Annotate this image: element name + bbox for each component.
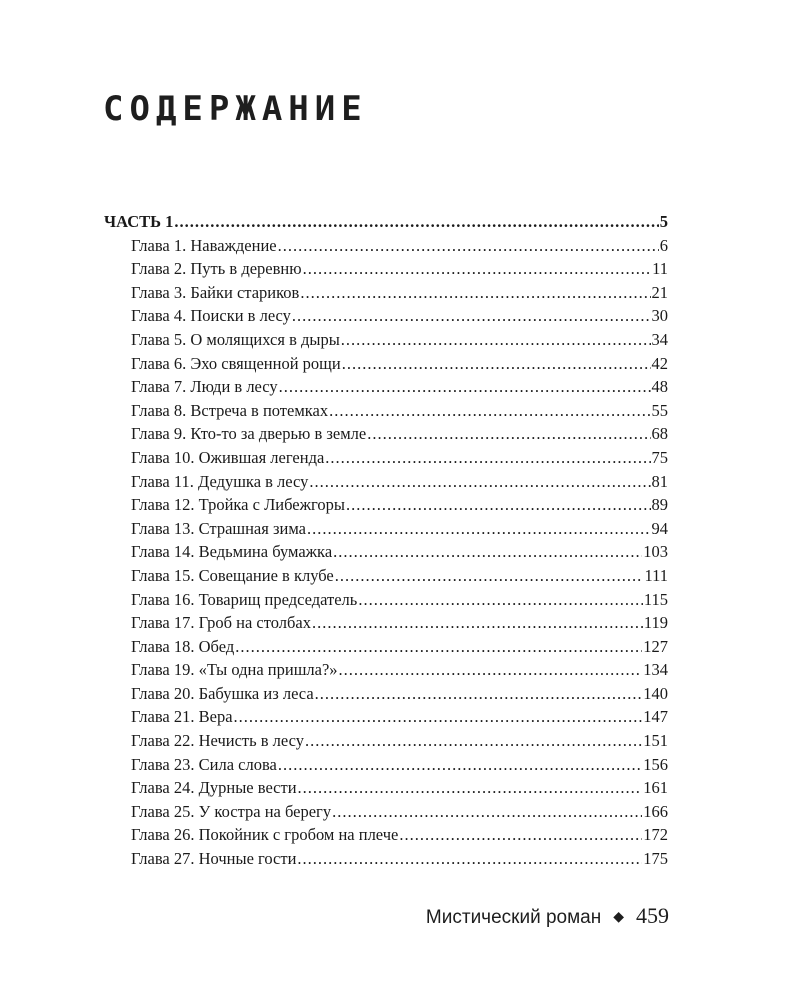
toc-entry-title: Глава 14. Ведьмина бумажка — [131, 542, 333, 562]
toc-entry-title: Глава 27. Ночные гости — [131, 849, 297, 869]
dot-leader — [278, 753, 642, 777]
toc-entry-page: 111 — [644, 565, 668, 585]
toc-entry-page: 89 — [651, 495, 668, 515]
toc-chapter-entry — [104, 399, 668, 423]
toc-entry-page: 172 — [643, 825, 668, 845]
toc-entry-page: 161 — [643, 778, 668, 798]
toc-entry-title: Глава 19. «Ты одна пришла?» — [131, 660, 338, 680]
toc-entry-page: 147 — [643, 707, 668, 727]
dot-leader — [358, 588, 643, 612]
toc-chapter-entry — [104, 800, 668, 824]
toc-entry-page: 21 — [651, 282, 668, 302]
dot-leader — [335, 564, 644, 588]
toc-entry-title: Глава 4. Поиски в лесу — [131, 306, 291, 326]
toc-entry-title: Глава 20. Бабушка из леса — [131, 683, 314, 703]
dot-leader — [333, 540, 642, 564]
toc-entry-page: 175 — [643, 849, 668, 869]
toc-chapter-entry — [104, 281, 668, 305]
toc-entry-page: 119 — [643, 613, 668, 633]
toc-entry-page: 81 — [651, 471, 668, 491]
page-number: 459 — [636, 903, 669, 928]
running-footer-title: Мистический роман — [425, 907, 602, 928]
toc-entry-title: Глава 23. Сила слова — [131, 754, 277, 774]
toc-chapter-entry — [104, 658, 668, 682]
toc-chapter-entry — [104, 635, 668, 659]
toc-entry-page: 103 — [643, 542, 668, 562]
toc-entry-page: 94 — [651, 518, 668, 538]
dot-leader — [367, 422, 650, 446]
toc-entry-page: 140 — [643, 683, 668, 703]
toc-chapter-entry — [104, 352, 668, 376]
toc-entry-title: Глава 17. Гроб на столбах — [131, 613, 311, 633]
toc-chapter-entry — [104, 446, 668, 470]
toc-chapter-entry — [104, 753, 668, 777]
toc-entry-title: Глава 15. Совещание в клубе — [131, 565, 334, 585]
dot-leader — [312, 611, 643, 635]
dot-leader — [325, 446, 650, 470]
toc-entry-page: 68 — [651, 424, 668, 444]
toc-chapter-entry — [104, 375, 668, 399]
toc-part-entry — [104, 210, 668, 234]
toc-entry-title: Глава 13. Страшная зима — [131, 518, 306, 538]
toc-chapter-entry — [104, 328, 668, 352]
toc-chapter-entry — [104, 234, 668, 258]
dot-leader — [174, 210, 658, 234]
dot-leader — [303, 257, 652, 281]
toc-entry-title: Глава 2. Путь в деревню — [131, 259, 302, 279]
toc-chapter-entry — [104, 564, 668, 588]
toc-entry-page: 151 — [643, 731, 668, 751]
toc-entry-title: Глава 3. Байки стариков — [131, 282, 300, 302]
toc-chapter-entry — [104, 682, 668, 706]
toc-entry-page: 5 — [659, 212, 668, 231]
toc-chapter-entry — [104, 823, 668, 847]
toc-chapter-entry — [104, 517, 668, 541]
toc-chapter-entry — [104, 257, 668, 281]
toc-chapter-entry — [104, 540, 668, 564]
toc-chapter-entry — [104, 729, 668, 753]
toc-entry-title: Глава 25. У костра на берегу — [131, 801, 332, 821]
toc-entry-page: 166 — [643, 801, 668, 821]
toc-chapter-entry — [104, 705, 668, 729]
toc-entry-page: 156 — [643, 754, 668, 774]
dot-leader — [298, 776, 643, 800]
table-of-contents — [104, 210, 668, 871]
toc-entry-page: 75 — [651, 447, 668, 467]
toc-chapter-entry — [104, 304, 668, 328]
toc-entry-title: ЧАСТЬ 1 — [104, 212, 174, 231]
dot-leader — [297, 847, 642, 871]
dot-leader — [292, 304, 651, 328]
toc-entry-page: 48 — [651, 377, 668, 397]
page-title: СОДЕРЖАНИЕ — [103, 89, 368, 129]
toc-chapter-entry — [104, 847, 668, 871]
diamond-separator-icon: ◆ — [613, 908, 624, 924]
dot-leader — [399, 823, 642, 847]
dot-leader — [235, 635, 642, 659]
toc-entry-title: Глава 7. Люди в лесу — [131, 377, 278, 397]
dot-leader — [305, 729, 642, 753]
toc-entry-title: Глава 12. Тройка с Либежгоры — [131, 495, 345, 515]
toc-entry-page: 134 — [643, 660, 668, 680]
toc-entry-title: Глава 26. Покойник с гробом на плече — [131, 825, 399, 845]
dot-leader — [309, 470, 650, 494]
dot-leader — [342, 352, 651, 376]
toc-chapter-entry — [104, 422, 668, 446]
toc-chapter-entry — [104, 588, 668, 612]
toc-entry-page: 30 — [651, 306, 668, 326]
toc-chapter-entry — [104, 470, 668, 494]
dot-leader — [278, 234, 659, 258]
dot-leader — [307, 517, 651, 541]
dot-leader — [329, 399, 650, 423]
toc-entry-title: Глава 10. Ожившая легенда — [131, 447, 325, 467]
toc-entry-title: Глава 21. Вера — [131, 707, 233, 727]
toc-entry-title: Глава 22. Нечисть в лесу — [131, 731, 305, 751]
toc-entry-title: Глава 5. О молящихся в дыры — [131, 329, 340, 349]
toc-entry-page: 6 — [659, 235, 668, 255]
dot-leader — [339, 658, 643, 682]
toc-entry-title: Глава 1. Наваждение — [131, 235, 277, 255]
toc-entry-title: Глава 11. Дедушка в лесу — [131, 471, 309, 491]
dot-leader — [315, 682, 643, 706]
toc-entry-page: 127 — [643, 636, 668, 656]
toc-entry-title: Глава 24. Дурные вести — [131, 778, 297, 798]
dot-leader — [234, 705, 643, 729]
toc-entry-page: 115 — [643, 589, 668, 609]
toc-entry-page: 11 — [652, 259, 668, 279]
toc-entry-page: 34 — [651, 329, 668, 349]
dot-leader — [346, 493, 651, 517]
toc-chapter-entry — [104, 493, 668, 517]
toc-entry-title: Глава 9. Кто-то за дверью в земле — [131, 424, 367, 444]
toc-entry-page: 42 — [651, 353, 668, 373]
dot-leader — [341, 328, 651, 352]
toc-chapter-entry — [104, 776, 668, 800]
toc-entry-title: Глава 16. Товарищ председатель — [131, 589, 358, 609]
toc-chapter-entry — [104, 611, 668, 635]
toc-entry-page: 55 — [651, 400, 668, 420]
dot-leader — [279, 375, 651, 399]
toc-entry-title: Глава 8. Встреча в потемках — [131, 400, 329, 420]
dot-leader — [300, 281, 650, 305]
dot-leader — [332, 800, 642, 824]
toc-entry-title: Глава 6. Эхо священной рощи — [131, 353, 341, 373]
toc-entry-title: Глава 18. Обед — [131, 636, 235, 656]
page-footer — [426, 903, 669, 929]
